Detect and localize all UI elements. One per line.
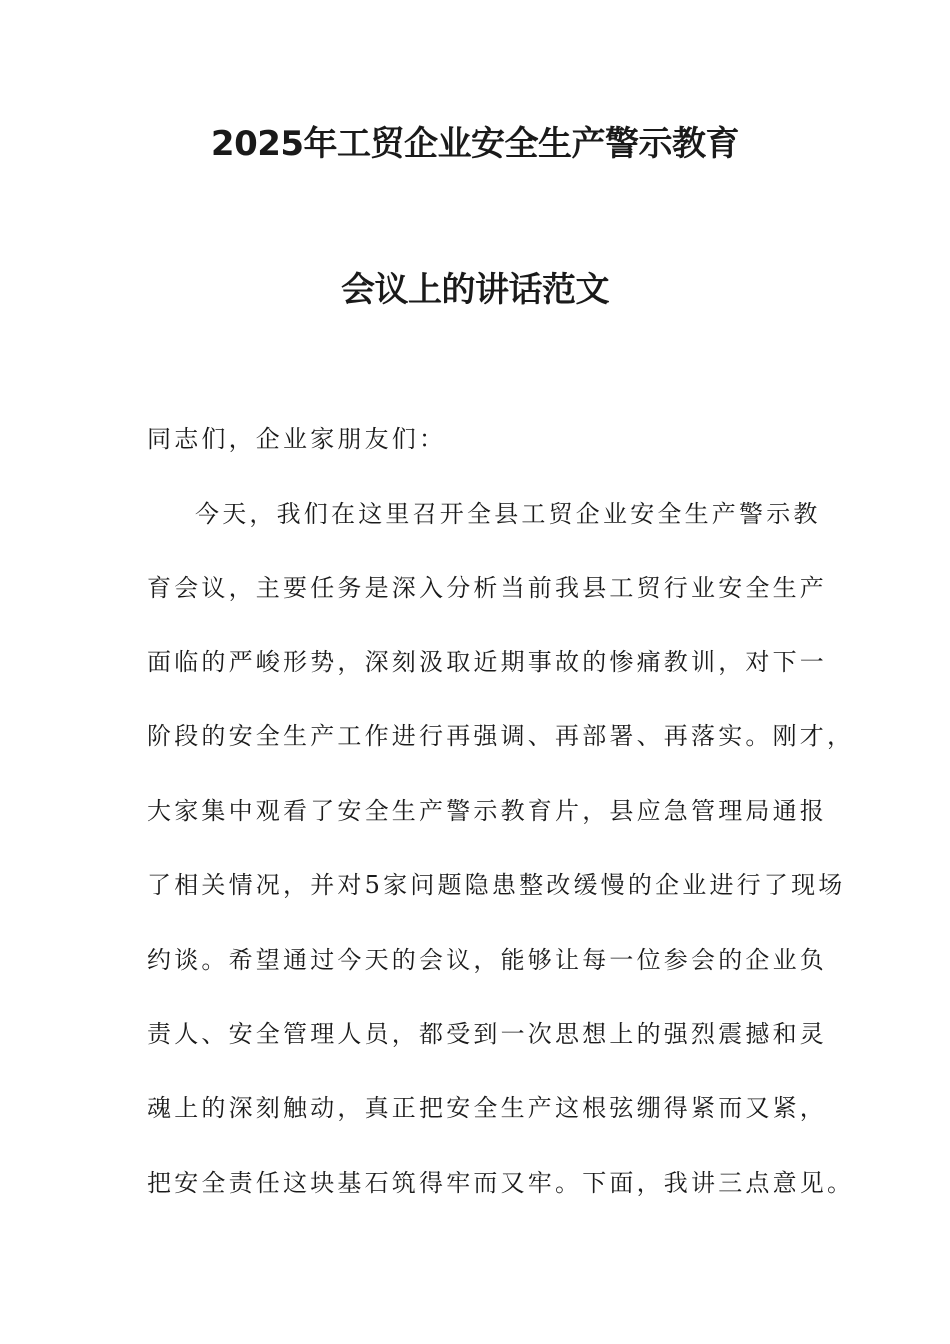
document-title-line-2: 会议上的讲话范文 bbox=[341, 270, 609, 310]
paragraph-line: 约谈。希望通过今天的会议，能够让每一位参会的企业负 bbox=[147, 946, 827, 974]
paragraph-line: 了相关情况，并对5家问题隐患整改缓慢的企业进行了现场 bbox=[147, 871, 846, 899]
document-title-line-1: 2025年工贸企业安全生产警示教育 bbox=[210, 124, 740, 164]
paragraph-line: 大家集中观看了安全生产警示教育片，县应急管理局通报 bbox=[147, 797, 827, 825]
paragraph-line: 育会议，主要任务是深入分析当前我县工贸行业安全生产 bbox=[147, 574, 827, 602]
paragraph-line: 阶段的安全生产工作进行再强调、再部署、再落实。刚才， bbox=[147, 722, 855, 750]
paragraph-line: 魂上的深刻触动，真正把安全生产这根弦绷得紧而又紧， bbox=[147, 1094, 827, 1122]
paragraph-line: 今天，我们在这里召开全县工贸企业安全生产警示教 bbox=[195, 500, 821, 528]
paragraph-line: 把安全责任这块基石筑得牢而又牢。下面，我讲三点意见。 bbox=[147, 1169, 855, 1197]
salutation: 同志们，企业家朋友们： bbox=[147, 425, 447, 453]
paragraph-line: 面临的严峻形势，深刻汲取近期事故的惨痛教训，对下一 bbox=[147, 648, 827, 676]
paragraph-line: 责人、安全管理人员，都受到一次思想上的强烈震撼和灵 bbox=[147, 1020, 827, 1048]
